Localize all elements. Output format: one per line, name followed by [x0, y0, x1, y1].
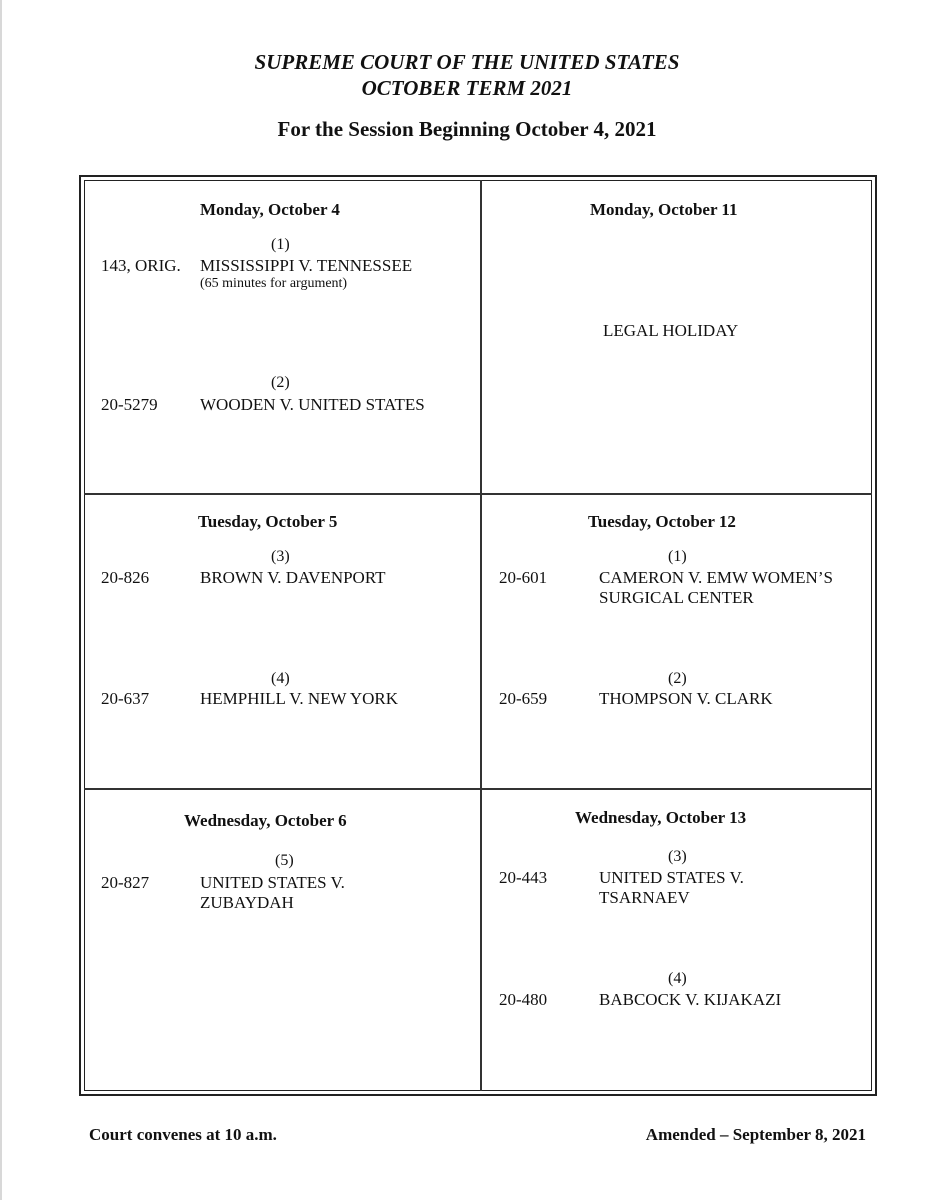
argument-number: (2) [668, 670, 687, 687]
term-title: OCTOBER TERM 2021 [361, 76, 573, 100]
table-inner-border [84, 180, 872, 1091]
docket-number: 20-637 [101, 689, 150, 708]
document-title: SUPREME COURT OF THE UNITED STATES [254, 50, 680, 74]
case-name: UNITED STATES V. [200, 873, 345, 892]
case-name-continued: TSARNAEV [599, 888, 690, 907]
docket-number: 20-480 [499, 990, 548, 1009]
docket-number: 143, ORIG. [101, 256, 181, 275]
session-subtitle: For the Session Beginning October 4, 2021 [277, 117, 657, 141]
docket-number: 20-826 [101, 568, 150, 587]
case-name: THOMPSON V. CLARK [599, 689, 773, 708]
page-edge [0, 0, 2, 1200]
day-heading: Tuesday, October 5 [198, 512, 338, 531]
case-name: UNITED STATES V. [599, 868, 744, 887]
argument-number: (4) [271, 670, 290, 687]
case-name: HEMPHILL V. NEW YORK [200, 689, 399, 708]
argument-number: (3) [271, 548, 290, 565]
footer-amended-date: Amended – September 8, 2021 [645, 1125, 866, 1144]
case-name-continued: ZUBAYDAH [200, 893, 294, 912]
day-heading: Monday, October 11 [590, 200, 738, 219]
case-name: WOODEN V. UNITED STATES [200, 395, 425, 414]
argument-number: (2) [271, 374, 290, 391]
footer-convene-note: Court convenes at 10 a.m. [89, 1125, 277, 1144]
docket-number: 20-659 [499, 689, 548, 708]
docket-number: 20-827 [101, 873, 150, 892]
docket-number: 20-5279 [101, 395, 158, 414]
argument-number: (1) [668, 548, 687, 565]
argument-number: (5) [275, 852, 294, 869]
argument-number: (1) [271, 236, 290, 253]
case-name: MISSISSIPPI V. TENNESSEE [200, 256, 413, 275]
case-name: BABCOCK V. KIJAKAZI [599, 990, 782, 1009]
row-divider [84, 493, 872, 495]
argument-number: (3) [668, 848, 687, 865]
day-heading: Monday, October 4 [200, 200, 340, 219]
case-name: CAMERON V. EMW WOMEN’S [599, 568, 833, 587]
argument-note: (65 minutes for argument) [200, 276, 348, 291]
holiday-label: LEGAL HOLIDAY [603, 321, 739, 340]
case-name: BROWN V. DAVENPORT [200, 568, 386, 587]
day-heading: Tuesday, October 12 [588, 512, 736, 531]
case-name-continued: SURGICAL CENTER [599, 588, 754, 607]
row-divider [84, 788, 872, 790]
day-heading: Wednesday, October 13 [575, 808, 747, 827]
docket-number: 20-443 [499, 868, 548, 887]
column-divider [480, 180, 482, 1091]
day-heading: Wednesday, October 6 [184, 811, 347, 830]
argument-number: (4) [668, 970, 687, 987]
docket-number: 20-601 [499, 568, 548, 587]
